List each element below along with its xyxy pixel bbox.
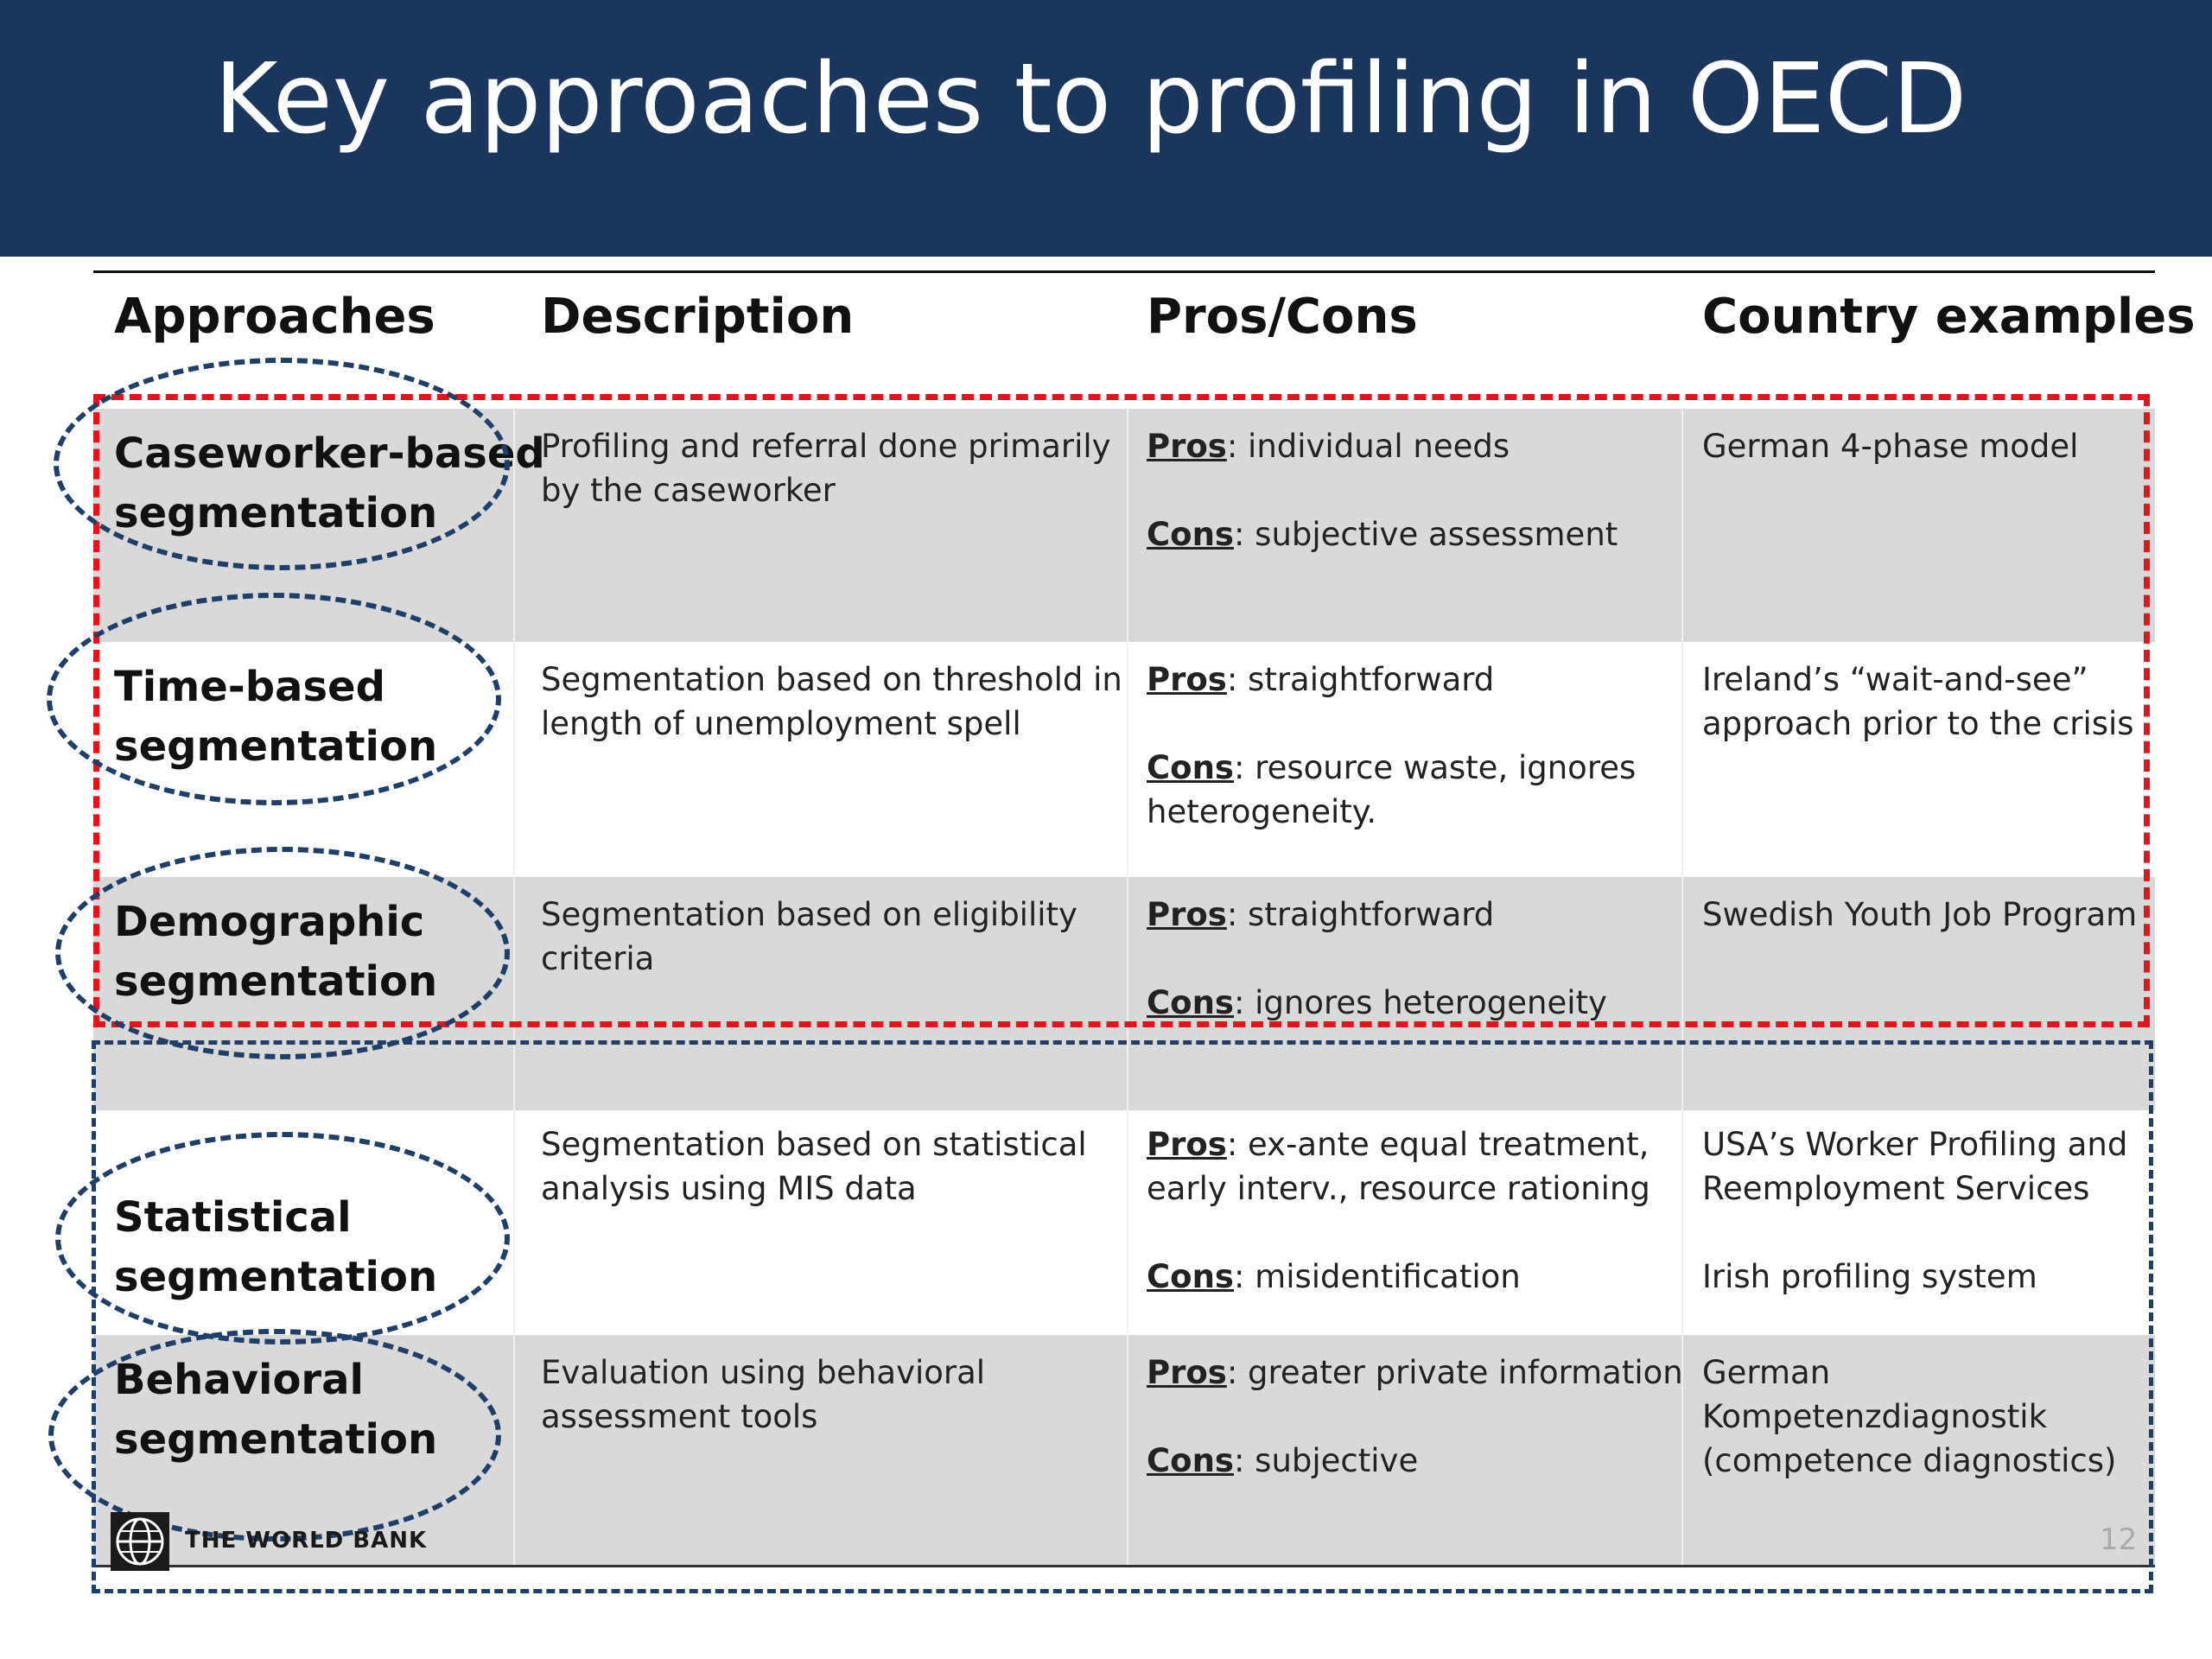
- pros-cons-cell: Pros: straightforward Cons: resource waste, ignores heterogeneity.: [1147, 661, 1637, 830]
- cons-label: Cons: [1147, 984, 1234, 1021]
- col-header-description: Description: [541, 289, 855, 345]
- table-top-rule: [93, 270, 2155, 273]
- pros-label: Pros: [1147, 1126, 1227, 1163]
- page-number: 12: [2100, 1522, 2138, 1557]
- pros-label: Pros: [1147, 661, 1227, 698]
- highlight-oval: [54, 358, 510, 570]
- pros-label: Pros: [1147, 1354, 1227, 1391]
- highlight-oval: [55, 847, 510, 1059]
- pros-cons-cell: Pros: individual needs Cons: subjective assessment: [1147, 428, 1618, 553]
- pros-cons-cell: Pros: greater private information Cons: subjective: [1147, 1354, 1683, 1479]
- approach-cell: Caseworker-based segmentation: [114, 429, 545, 537]
- description-cell: Profiling and referral done primarily by the caseworker: [541, 428, 1111, 509]
- col-header-approaches: Approaches: [114, 289, 435, 345]
- examples-cell: Swedish Youth Job Program: [1702, 896, 2138, 933]
- cons-label: Cons: [1147, 1442, 1234, 1479]
- col-header-pros-cons: Pros/Cons: [1147, 289, 1418, 345]
- approach-cell: Statistical segmentation: [114, 1193, 438, 1301]
- description-cell: Segmentation based on threshold in length of unemployment spell: [541, 661, 1122, 742]
- pros-cons-cell: Pros: straightforward Cons: ignores heterogeneity: [1147, 896, 1607, 1021]
- slide-header: [0, 0, 2212, 257]
- description-cell: Evaluation using behavioral assessment tools: [541, 1354, 986, 1435]
- cons-label: Cons: [1147, 749, 1234, 786]
- examples-cell: German Kompetenzdiagnostik (competence diagnostics): [1702, 1354, 2117, 1479]
- examples-cell: German 4-phase model: [1702, 428, 2079, 465]
- cons-label: Cons: [1147, 1258, 1234, 1295]
- examples-cell: USA’s Worker Profiling and Reemployment Services Irish profiling system: [1702, 1126, 2128, 1295]
- globe-icon: [111, 1512, 169, 1571]
- pros-cons-cell: Pros: ex-ante equal treatment, early interv., resource rationing Cons: misidentification: [1147, 1126, 1650, 1295]
- pros-label: Pros: [1147, 896, 1227, 933]
- logo-text: THE WORLD BANK: [185, 1528, 428, 1554]
- highlight-oval: [47, 593, 501, 805]
- pros-label: Pros: [1147, 428, 1227, 465]
- highlight-oval: [55, 1132, 510, 1344]
- examples-cell: Ireland’s “wait-and-see” approach prior to the crisis: [1702, 661, 2134, 742]
- approach-cell: Behavioral segmentation: [114, 1356, 438, 1464]
- approach-cell: Time-based segmentation: [114, 663, 438, 771]
- slide-title: Key approaches to profiling in OECD: [214, 43, 1967, 156]
- col-header-country-examples: Country examples: [1702, 289, 2196, 345]
- highlight-oval: [48, 1329, 501, 1541]
- description-cell: Segmentation based on statistical analysis using MIS data: [541, 1126, 1087, 1207]
- approach-cell: Demographic segmentation: [114, 898, 438, 1006]
- cons-label: Cons: [1147, 516, 1234, 553]
- description-cell: Segmentation based on eligibility criteria: [541, 896, 1077, 977]
